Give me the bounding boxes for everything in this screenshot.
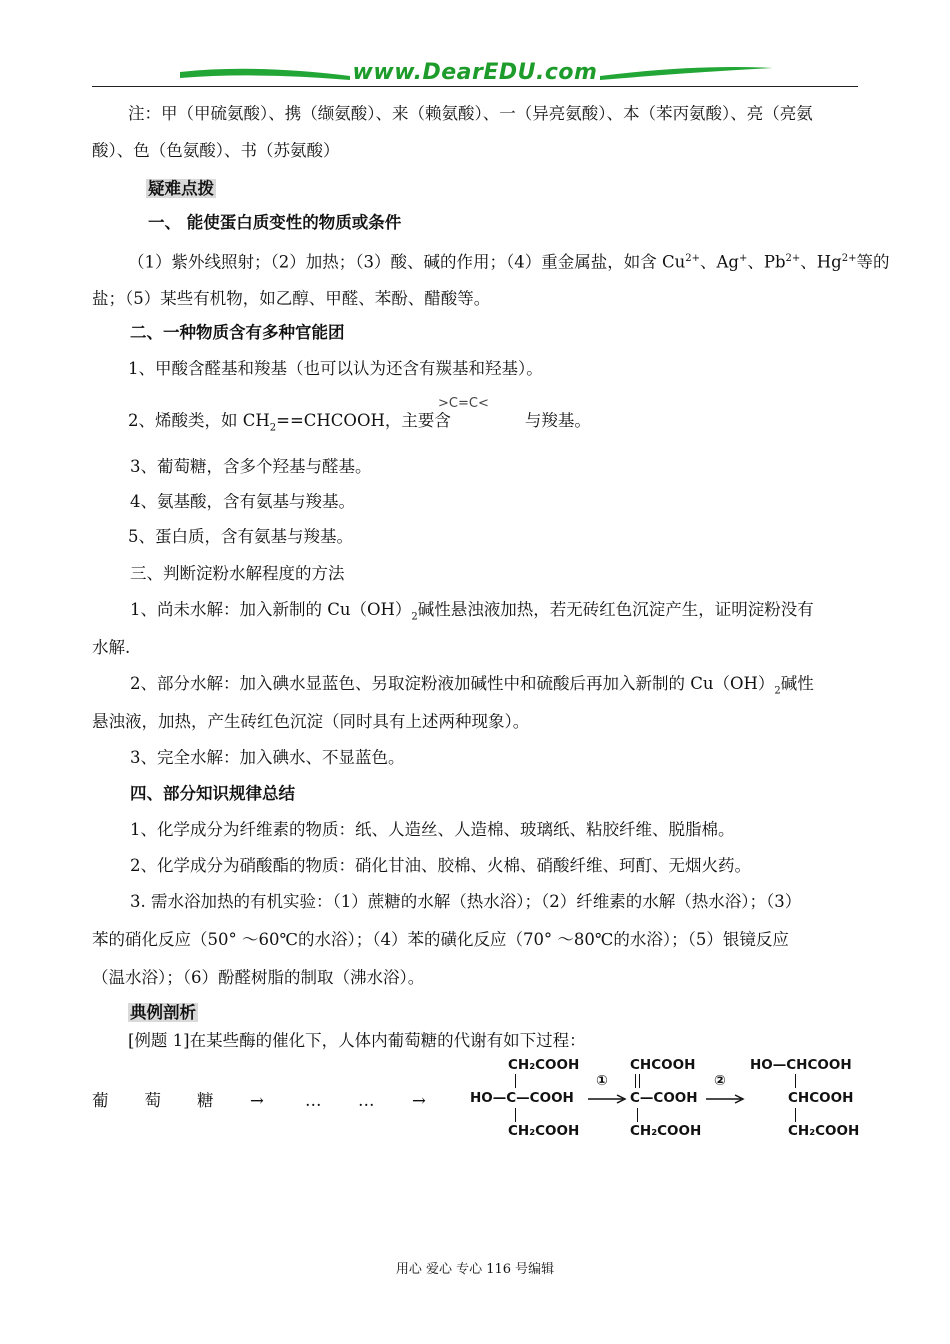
section-heading-difficult: 疑难点拨: [148, 179, 214, 198]
s4-item-3-line-3: （温水浴）；（6）酚醛树脂的制取（沸水浴）。: [92, 968, 425, 987]
site-logo: [175, 58, 775, 88]
s4-item-2: 2、化学成分为硝酸酯的物质：硝化甘油、胶棉、火棉、硝酸纤维、珂酊、无烟火药。: [130, 856, 751, 875]
mol2-mid: C—COOH: [630, 1090, 698, 1106]
s2-title: 二、一种物质含有多种官能团: [130, 323, 345, 342]
mol1-bottom: CH₂COOH: [508, 1123, 580, 1139]
mol2-top: CHCOOH: [630, 1057, 696, 1073]
note-line-2: 酸）、色（色氨酸）、书（苏氨酸）: [92, 141, 340, 160]
example-1-prompt: [例题 1]在某些酶的催化下，人体内葡萄糖的代谢有如下过程：: [128, 1031, 586, 1050]
mol3-bond-bottom: [795, 1108, 796, 1122]
example-1-label: [例题 1]: [128, 1031, 190, 1050]
mol1-bond-top: [515, 1074, 516, 1088]
s3-item-2-line-1: 2、部分水解：加入碘水显蓝色、另取淀粉液加碱性中和硫酸后再加入新制的 $Cu(OH)_2$碱性: [130, 674, 814, 697]
s2-item-4: 4、氨基酸，含有氨基与羧基。: [130, 492, 355, 511]
s2-item-3: 3、葡萄糖，含多个羟基与醛基。: [130, 457, 372, 476]
s2-item-2: 2、烯酸类，如 $CH_2==CHCOOH$，主要含 与羧基。: [128, 411, 591, 434]
s4-item-3-line-1: 3. 需水浴加热的有机实验：（1）蔗糖的水解（热水浴）；（2）纤维素的水解（热水浴）；（3）: [130, 892, 802, 911]
s3-item-3: 3、完全水解：加入碘水、不显蓝色。: [130, 748, 405, 767]
scheme-arrow-1: →: [250, 1091, 264, 1110]
scheme-start-glucose: 葡 萄 糖: [92, 1091, 215, 1110]
cc-double-bond-formula: >C=C<: [438, 396, 489, 411]
step-2-label: ②: [714, 1073, 726, 1089]
scheme-arrow-2: →: [412, 1091, 426, 1110]
section-heading-examples: 典例剖析: [130, 1003, 196, 1022]
header-rule: [92, 86, 858, 87]
scheme-dots-2: …: [358, 1091, 375, 1110]
mol3-bottom: CH₂COOH: [788, 1123, 860, 1139]
s4-title: 四、部分知识规律总结: [130, 784, 295, 803]
note-line-1: 注：甲（甲硫氨酸）、携（缬氨酸）、来（赖氨酸）、一（异亮氨酸）、本（苯丙氨酸）、亮（亮氨: [128, 104, 813, 123]
s2-item-1: 1、甲酸含醛基和羧基（也可以认为还含有羰基和羟基）。: [128, 359, 543, 378]
s1-line-1: （1）紫外线照射；（2）加热；（3）酸、碱的作用；（4）重金属盐，如含 $Cu^{2+}$、Ag+、$Pb^{2+}$、$Hg^{2+}$等的: [128, 252, 890, 272]
mol1-bond-bottom: [515, 1108, 516, 1122]
mol3-mid: CHCOOH: [788, 1090, 854, 1106]
scheme-dots-1: …: [305, 1091, 322, 1110]
s3-title: 三、判断淀粉水解程度的方法: [130, 564, 345, 583]
page-footer: 用心 爱心 专心 116 号编辑: [395, 1262, 555, 1277]
s1-title: 一、 能使蛋白质变性的物质或条件: [148, 213, 402, 232]
s2-item-5: 5、蛋白质，含有氨基与羧基。: [128, 527, 353, 546]
mol3-bond-top: [795, 1074, 796, 1088]
mol3-top: HO—CHCOOH: [750, 1057, 852, 1073]
logo-text: www.DearEDU.com: [352, 60, 598, 85]
mol2-bottom: CH₂COOH: [630, 1123, 702, 1139]
mol2-bond-bottom: [637, 1108, 638, 1122]
s4-item-1: 1、化学成分为纤维素的物质：纸、人造丝、人造棉、玻璃纸、粘胶纤维、脱脂棉。: [130, 820, 735, 839]
s1-line-2: 盐；（5）某些有机物，如乙醇、甲醛、苯酚、醋酸等。: [92, 289, 491, 308]
mol1-mid: HO—C—COOH: [470, 1090, 574, 1106]
s4-item-3-line-2: 苯的硝化反应（50° ～60℃的水浴）；（4）苯的磺化反应（70° ～80℃的水浴）；（5）银镜反应: [92, 930, 789, 949]
s3-item-1-line-1: 1、尚未水解：加入新制的 $Cu(OH)_2$碱性悬浊液加热，若无砖红色沉淀产生，证明淀粉没有: [130, 600, 814, 623]
s3-item-1-line-2: 水解.: [92, 638, 131, 657]
mol2-double-bond-a: [635, 1074, 636, 1088]
mol1-top: CH₂COOH: [508, 1057, 580, 1073]
s3-item-2-line-2: 悬浊液，加热，产生砖红色沉淀（同时具有上述两种现象）。: [92, 712, 530, 731]
step-1-label: ①: [596, 1073, 608, 1089]
mol2-double-bond-b: [639, 1074, 640, 1088]
